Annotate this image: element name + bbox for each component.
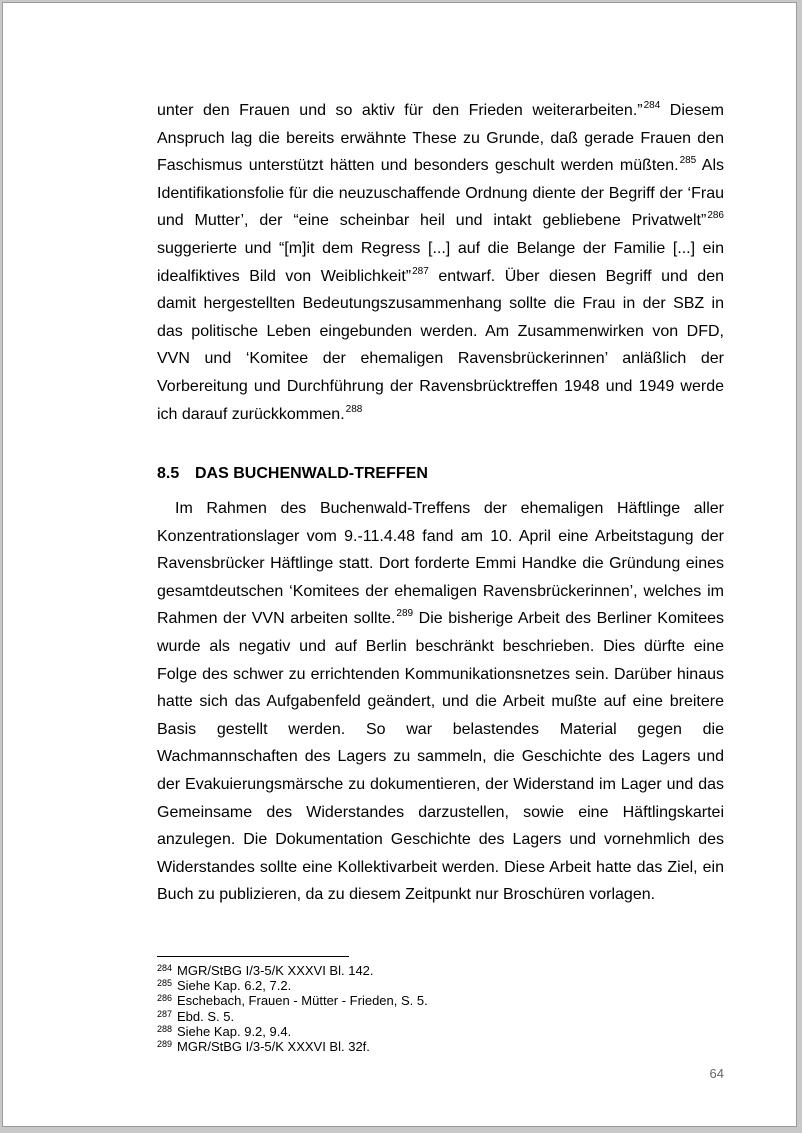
line-text: ich darauf zurückkommen. bbox=[157, 405, 345, 423]
section-number: 8.5 bbox=[157, 465, 180, 482]
line-text-continued: Diesem bbox=[660, 102, 724, 119]
text-line bbox=[157, 322, 724, 342]
text-line bbox=[157, 830, 724, 850]
text-line bbox=[175, 499, 724, 519]
text-line bbox=[157, 775, 724, 795]
section-title: DAS BUCHENWALD-TREFFEN bbox=[195, 465, 428, 482]
footnote-reference[interactable]: 286 bbox=[707, 210, 724, 222]
footnote-number: 289 bbox=[157, 1039, 173, 1049]
footnote-text: MGR/StBG I/3-5/K XXXVI Bl. 32f. bbox=[177, 1039, 370, 1054]
text-line bbox=[157, 858, 724, 878]
page-number: 64 bbox=[709, 1066, 724, 1081]
footnote-reference[interactable]: 285 bbox=[679, 155, 697, 167]
section-heading bbox=[157, 464, 428, 484]
text-line bbox=[157, 211, 724, 231]
line-text: suggerierte und “[m]it dem Regress [...] auf die Belange der Familie [...] ein bbox=[157, 240, 724, 257]
line-text: gesamtdeutschen ‘Komitees der ehemaligen Ravensbrückerinnen’, welches im bbox=[157, 582, 724, 600]
footnote-reference[interactable]: 289 bbox=[396, 608, 414, 620]
footnote-number: 284 bbox=[157, 963, 173, 973]
footnote-reference[interactable]: 288 bbox=[345, 403, 363, 415]
text-line bbox=[157, 377, 724, 397]
line-text-continued: Die bisherige Arbeit des Berliner Komitees bbox=[413, 610, 724, 628]
line-text: der Evakuierungsmärsche zu dokumentieren, der Widerstand im Lager und das bbox=[157, 776, 724, 793]
line-text: wurde als negativ und auf Berlin beschränkt beschrieben. Dies dürfte eine bbox=[157, 638, 724, 655]
line-text: Wachmannschaften des Lagers zu sammeln, die Geschichte des Lagers und bbox=[157, 748, 724, 766]
line-text: Widerstandes sollte eine Kollektivarbeit werden. Diese Arbeit hatte das Ziel, ein bbox=[157, 858, 724, 876]
text-line bbox=[157, 129, 724, 149]
footnote-number: 286 bbox=[157, 993, 173, 1004]
footnote-reference[interactable]: 284 bbox=[643, 100, 661, 111]
line-text: damit hergestellten Bedeutungszusammenhang sollte die Frau in der SBZ in bbox=[157, 295, 724, 313]
footnote-text: Siehe Kap. 6.2, 7.2. bbox=[177, 978, 292, 994]
footnote-number: 287 bbox=[157, 1008, 173, 1019]
line-text: hatte sich das Aufgabenfeld geändert, und die Arbeit mußte auf eine breitere bbox=[157, 693, 724, 711]
text-line bbox=[157, 101, 724, 121]
text-line bbox=[157, 184, 724, 204]
footnote-number: 285 bbox=[157, 978, 173, 989]
text-line bbox=[157, 720, 724, 740]
line-text: Buch zu publizieren, da zu diesem Zeitpunkt nur Broschüren vorlagen. bbox=[157, 886, 656, 904]
line-text: Folge des schwer zu errichtenden Kommunikationsnetzes sein. Darüber hinaus bbox=[157, 665, 724, 683]
text-line bbox=[157, 267, 724, 287]
text-line bbox=[157, 803, 724, 823]
line-text: Gemeinsame des Widerstandes darzustellen, sowie eine Häftlingskartei bbox=[157, 803, 724, 821]
text-line bbox=[157, 349, 724, 369]
line-text: Anspruch lag die bereits erwähnte These zu Grunde, daß gerade Frauen den bbox=[157, 129, 724, 147]
footnote-text: Siehe Kap. 9.2, 9.4. bbox=[177, 1023, 292, 1039]
line-text: Vorbereitung und Durchführung der Ravensbrücktreffen 1948 und 1949 werde bbox=[157, 378, 724, 395]
text-line bbox=[157, 554, 724, 574]
line-text: idealfiktives Bild von Weiblichkeit” bbox=[157, 267, 412, 285]
text-line bbox=[157, 156, 724, 176]
line-text: unter den Frauen und so aktiv für den Frieden weiterarbeiten.” bbox=[157, 102, 643, 119]
line-text: Im Rahmen des Buchenwald-Treffens der ehemaligen Häftlinge aller bbox=[175, 500, 724, 517]
text-line bbox=[157, 527, 724, 547]
text-line bbox=[157, 637, 724, 657]
line-text: VVN und ‘Komitee der ehemaligen Ravensbrückerinnen’ anläßlich der bbox=[157, 350, 724, 368]
text-line bbox=[157, 582, 724, 602]
footnote bbox=[157, 1037, 724, 1054]
text-line bbox=[157, 692, 724, 712]
text-line bbox=[157, 609, 724, 629]
line-text: Faschismus unterstützt hätten und besonders geschult werden müßten. bbox=[157, 157, 679, 175]
line-text: anzulegen. Die Dokumentation Geschichte des Lagers und vornehmlich des bbox=[157, 831, 724, 849]
line-text: Konzentrationslager vom 9.-11.4.48 fand am 10. April eine Arbeitstagung der bbox=[157, 527, 724, 545]
text-line bbox=[157, 294, 724, 314]
text-line bbox=[157, 405, 724, 425]
document-page bbox=[2, 2, 797, 1127]
line-text: Rahmen der VVN arbeiten sollte. bbox=[157, 610, 396, 628]
footnote-text: MGR/StBG I/3-5/K XXXVI Bl. 142. bbox=[177, 963, 374, 978]
text-line bbox=[157, 747, 724, 767]
footnote-reference[interactable]: 287 bbox=[412, 265, 429, 277]
line-text-continued: Als bbox=[696, 157, 724, 175]
footnote-text: Ebd. S. 5. bbox=[177, 1008, 235, 1024]
line-text: und Mutter’, der “eine scheinbar heil und intakt gebliebene Privatwelt” bbox=[157, 212, 707, 230]
line-text: Basis gestellt werden. So war belastendes Material gegen die bbox=[157, 720, 724, 738]
line-text: Ravensbrücker Häftlinge statt. Dort forderte Emmi Handke die Gründung eines bbox=[157, 555, 724, 573]
text-line bbox=[157, 885, 724, 905]
footnote-text: Eschebach, Frauen - Mütter - Frieden, S. 5. bbox=[177, 993, 428, 1009]
line-text-continued: entwarf. Über diesen Begriff und den bbox=[428, 267, 724, 285]
footnote-separator bbox=[157, 956, 349, 957]
line-text: das politische Leben eingebunden werden. Am Zusammenwirken von DFD, bbox=[157, 322, 724, 340]
text-line bbox=[157, 665, 724, 685]
footnote-number: 288 bbox=[157, 1023, 173, 1034]
line-text: Identifikationsfolie für die neuzuschaffende Ordnung diente der Begriff der ‘Frau bbox=[157, 184, 724, 202]
text-line bbox=[157, 239, 724, 259]
